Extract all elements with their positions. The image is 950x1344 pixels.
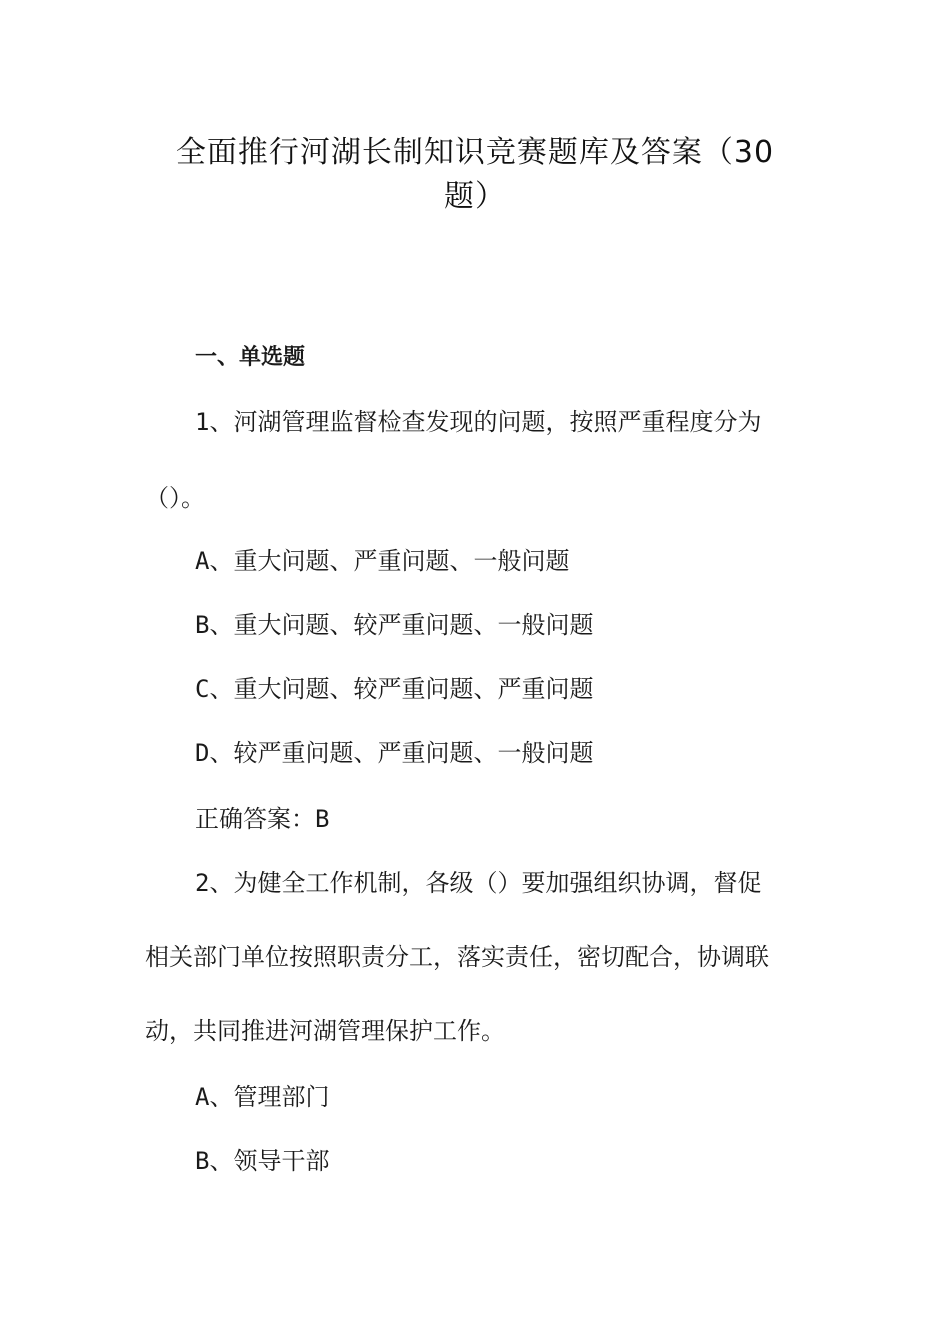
document-title-line-2: 题） bbox=[444, 179, 506, 214]
question-2-stem-line-3: 动，共同推进河湖管理保护工作。 bbox=[145, 1017, 505, 1045]
section-heading: 一、单选题 bbox=[195, 345, 306, 370]
question-2-stem-line-2: 相关部门单位按照职责分工，落实责任，密切配合，协调联 bbox=[145, 943, 769, 971]
question-2-option-a: A、管理部门 bbox=[195, 1083, 330, 1111]
question-1-option-b: B、重大问题、较严重问题、一般问题 bbox=[195, 611, 594, 639]
question-1-option-c: C、重大问题、较严重问题、严重问题 bbox=[195, 675, 594, 703]
question-1-stem-line-2: （）。 bbox=[145, 484, 205, 512]
question-2-option-b: B、领导干部 bbox=[195, 1147, 330, 1175]
question-1-answer: 正确答案：B bbox=[195, 805, 330, 833]
question-1-option-a: A、重大问题、严重问题、一般问题 bbox=[195, 547, 570, 575]
document-title-line-1: 全面推行河湖长制知识竞赛题库及答案（30 bbox=[175, 135, 775, 170]
question-2-stem-line-1: 2、为健全工作机制，各级（）要加强组织协调，督促 bbox=[195, 869, 762, 897]
question-1-stem-line-1: 1、河湖管理监督检查发现的问题，按照严重程度分为 bbox=[195, 408, 762, 436]
question-1-option-d: D、较严重问题、严重问题、一般问题 bbox=[195, 739, 594, 767]
